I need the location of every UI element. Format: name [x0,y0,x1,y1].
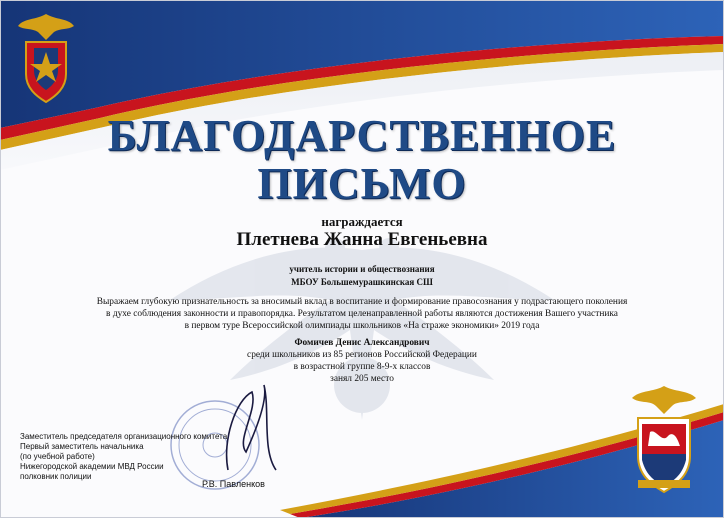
body-line-2: в духе соблюдения законности и правопорядка. Результатом целенаправленной работы являются достижения Вашего участника [106,309,618,319]
recipient-position: учитель истории и обществознания [289,264,435,274]
signatory-line: полковник полиции [20,472,92,481]
signatory-line: Первый заместитель начальника [20,442,144,451]
result-line-1: среди школьников из 85 регионов Российской Федерации [247,350,477,360]
signatory-line: Заместитель председателя организационного комитета [20,432,228,441]
awarded-label: награждается [321,214,403,229]
title-line-1: БЛАГОДАРСТВЕННОЕ [107,111,617,160]
result-line-2: в возрастной группе 8-9-х классов [293,362,431,372]
body-line-1: Выражаем глубокую признательность за вносимый вклад в воспитание и формирование правосознания у подрастающего поколения [96,297,628,307]
recipient-school: МБОУ Большемурашкинская СШ [291,277,433,287]
body-line-3: в первом туре Всероссийской олимпиады школьников «На страже экономики» 2019 года [184,321,540,331]
signatory-line: (по учебной работе) [20,452,95,461]
title-line-2: ПИСЬМО [257,159,467,208]
student-name: Фомичев Денис Александрович [294,338,430,348]
recipient-name: Плетнева Жанна Евгеньевна [236,229,488,250]
result-line-3: занял 205 место [330,374,394,384]
signatory-line: Нижегородской академии МВД России [20,462,164,471]
signer-name: Р.В. Павленков [202,479,265,489]
